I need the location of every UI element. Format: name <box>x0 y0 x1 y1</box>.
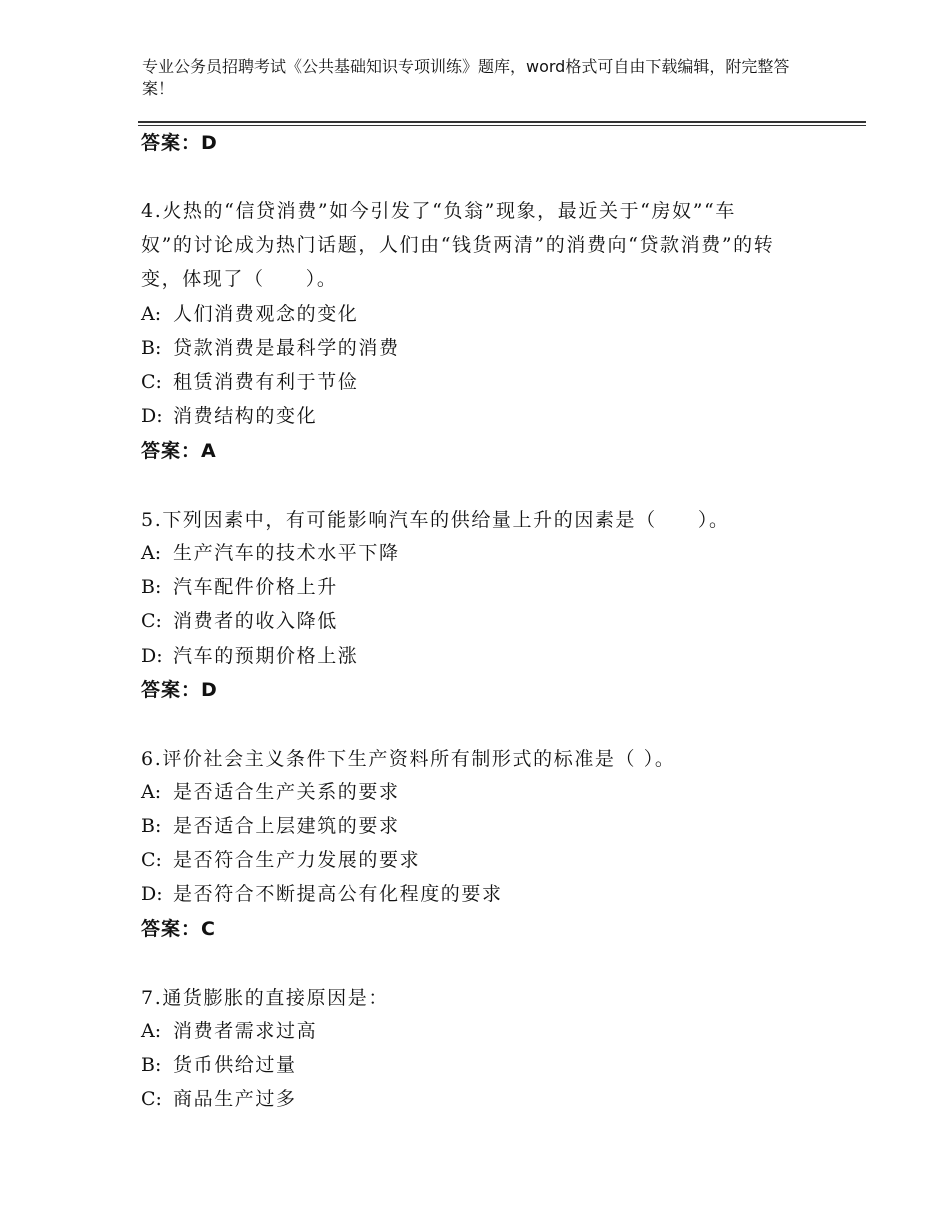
option-text: 消费者需求过高 <box>173 1020 318 1042</box>
question-6-option-a <box>141 779 400 805</box>
option-text: 是否适合生产关系的要求 <box>173 781 400 803</box>
header-rule-top <box>138 121 866 123</box>
option-text: 汽车的预期价格上涨 <box>173 645 359 667</box>
option-key: A: <box>141 781 162 803</box>
option-key: B: <box>141 815 162 837</box>
option-text: 消费者的收入降低 <box>173 610 338 632</box>
header-rule-bottom <box>138 125 866 126</box>
option-text: 消费结构的变化 <box>173 405 318 427</box>
question-6-option-b <box>141 813 400 839</box>
question-6-option-c <box>141 847 420 873</box>
question-6-answer: 答案：C <box>141 918 216 940</box>
question-4-answer: 答案：A <box>141 440 217 462</box>
question-4-stem: 4.火热的“信贷消费”如今引发了“负翁”现象，最近关于“房奴”“车奴”的讨论成为热门话题，人们由“钱货两清”的消费向“贷款消费”的转变，体现了（ ）。 <box>141 200 775 290</box>
option-key: A: <box>141 1020 162 1042</box>
option-text: 是否符合不断提高公有化程度的要求 <box>173 883 503 905</box>
question-5-answer: 答案：D <box>141 679 218 701</box>
question-7-option-a <box>141 1018 317 1044</box>
option-key: B: <box>141 576 162 598</box>
question-7-option-b <box>141 1052 297 1078</box>
question-7-stem: 7.通货膨胀的直接原因是： <box>141 987 389 1009</box>
option-key: C: <box>141 371 162 393</box>
option-text: 货币供给过量 <box>173 1054 297 1076</box>
question-5-stem: 5.下列因素中，有可能影响汽车的供给量上升的因素是（ ）。 <box>141 509 730 531</box>
option-text: 汽车配件价格上升 <box>173 576 338 598</box>
option-text: 是否符合生产力发展的要求 <box>173 849 421 871</box>
answer-previous: 答案：D <box>141 132 218 154</box>
question-5-option-d <box>141 643 358 669</box>
question-5-option-c <box>141 608 338 634</box>
option-key: B: <box>141 337 162 359</box>
question-5-option-b <box>141 574 338 600</box>
option-key: C: <box>141 849 162 871</box>
question-5-option-a <box>141 540 400 566</box>
option-key: B: <box>141 1054 162 1076</box>
question-4-option-d <box>141 403 317 429</box>
option-text: 商品生产过多 <box>173 1088 297 1110</box>
option-text: 贷款消费是最科学的消费 <box>173 337 400 359</box>
option-text: 人们消费观念的变化 <box>173 303 359 325</box>
option-text: 生产汽车的技术水平下降 <box>173 542 400 564</box>
option-key: A: <box>141 542 162 564</box>
question-6-stem: 6.评价社会主义条件下生产资料所有制形式的标准是（ ）。 <box>141 748 676 770</box>
option-key: C: <box>141 1088 162 1110</box>
question-4-option-c <box>141 369 358 395</box>
question-6-option-d <box>141 881 503 907</box>
option-key: C: <box>141 610 162 632</box>
option-text: 租赁消费有利于节俭 <box>173 371 359 393</box>
question-7-option-c <box>141 1086 297 1112</box>
option-key: D: <box>141 883 163 905</box>
option-key: A: <box>141 303 162 325</box>
question-4-option-a <box>141 301 358 327</box>
question-4-option-b <box>141 335 400 361</box>
option-text: 是否适合上层建筑的要求 <box>173 815 400 837</box>
option-key: D: <box>141 405 163 427</box>
page-header: 专业公务员招聘考试《公共基础知识专项训练》题库，word格式可自由下载编辑，附完整答案！ <box>142 57 790 98</box>
option-key: D: <box>141 645 163 667</box>
